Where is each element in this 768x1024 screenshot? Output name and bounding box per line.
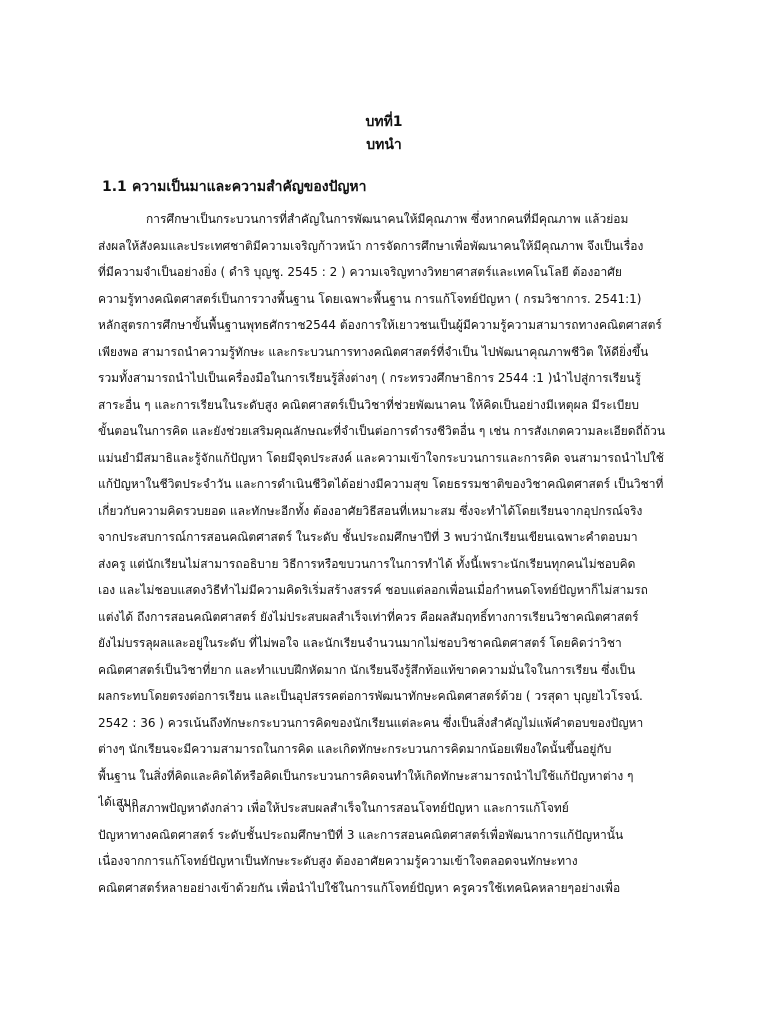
paragraph-line: ความรู้ทางคณิตศาสตร์เป็นการวางพื้นฐาน โดยเฉพาะพื้นฐาน การแก้โจทย์ปัญหา ( กรมวิชาการ. 2541:1) <box>98 291 642 306</box>
section-number: 1.1 <box>102 179 127 195</box>
paragraph-line: เพียงพอ สามารถนำความรู้ทักษะ และกระบวนการทางคณิตศาสตร์ที่จำเป็น ไปพัฒนาคุณภาพชีวิต ให้ดียิ่งขึ้น <box>98 344 649 359</box>
section-title: ความเป็นมาและความสำคัญของปัญหา <box>132 179 367 195</box>
paragraph-line: ขั้นตอนในการคิด และยังช่วยเสริมคุณลักษณะที่จำเป็นต่อการดำรงชีวิตอื่น ๆ เช่น การสังเกตความละเอียดถี่ถ้วน <box>98 424 666 438</box>
paragraph-line: แก้ปัญหาในชีวิตประจำวัน และการดำเนินชีวิตได้อย่างมีความสุข โดยธรรมชาติของวิชาคณิตศาสตร์ เป็นวิชาที่ <box>98 477 664 491</box>
paragraph-line: ที่มีความจำเป็นอย่างยิ่ง ( ดำริ บุญชู. 2545 : 2 ) ความเจริญทางวิทยาศาสตร์และเทคโนโลยี ต้องอาศัย <box>98 265 622 279</box>
paragraph-line: คณิตศาสตร์หลายอย่างเข้าด้วยกัน เพื่อนำไปใช้ในการแก้โจทย์ปัญหา ครูควรใช้เทคนิคหลายๆอย่างเพื่อ <box>98 880 621 895</box>
paragraph-line: เกี่ยวกับความคิดรวบยอด และทักษะอีกทั้ง ต้องอาศัยวิธีสอนที่เหมาะสม ซึ่งจะทำได้โดยเรียนจากอุปกรณ์จริง <box>98 503 643 518</box>
paragraph-line: สาระอื่น ๆ และการเรียนในระดับสูง คณิตศาสตร์เป็นวิชาที่ช่วยพัฒนาคน ให้คิดเป็นอย่างมีเหตุผล มีระเบียบ <box>98 397 639 412</box>
paragraph-line: พื้นฐาน ในสิ่งที่คิดและคิดได้หรือคิดเป็นกระบวนการคิดจนทำให้เกิดทักษะสามารถนำไปใช้แก้ปัญหาต่าง ๆ <box>98 768 634 783</box>
paragraph-line: คณิตศาสตร์เป็นวิชาที่ยาก และทำแบบฝึกหัดมาก นักเรียนจึงรู้สึกท้อแท้ขาดความมั่นใจในการเรียน ซึ่งเป็น <box>98 662 636 677</box>
paragraph-1 <box>98 206 678 816</box>
paragraph-line: ส่งครู แต่นักเรียนไม่สามารถอธิบาย วิธีการหรือขบวนการในการทำได้ ทั้งนี้เพราะนักเรียนทุกคนไม่ชอบคิด <box>98 556 636 571</box>
chapter-title: บทนำ <box>366 137 402 153</box>
paragraph-line: แม่นยำมีสมาธิและรู้จักแก้ปัญหา โดยมีจุดประสงค์ และความเข้าใจกระบวนการและการคิด จนสามารถนำไปใช้ <box>98 450 664 465</box>
paragraph-line: รวมทั้งสามารถนำไปเป็นเครื่องมือในการเรียนรู้สิ่งต่างๆ ( กระทรวงศึกษาธิการ 2544 :1 )นำไปสู่การเรียนรู้ <box>98 371 641 385</box>
paragraph-line: หลักสูตรการศึกษาขั้นพื้นฐานพุทธศักราช2544 ต้องการให้เยาวชนเป็นผู้มีความรู้ความสามารถทางคณิตศาสตร์ <box>98 318 662 332</box>
paragraph-line: เอง และไม่ชอบแสดงวิธีทำไม่มีความคิดริเริ่มสร้างสรรค์ ชอบแต่ลอกเพื่อนเมื่อกำหนดโจทย์ปัญหาก็ไม่สามรถ <box>98 583 648 597</box>
paragraph-line: ผลกระทบโดยตรงต่อการเรียน และเป็นอุปสรรคต่อการพัฒนาทักษะคณิตศาสตร์ด้วย ( วรสุดา บุญยไวโรจน์. <box>98 689 643 703</box>
section-heading <box>102 177 367 197</box>
paragraph-line: ปัญหาทางคณิตศาสตร์ ระดับชั้นประถมศึกษาปีที่ 3 และการสอนคณิตศาสตร์เพื่อพัฒนาการแก้ปัญหานั้น <box>98 827 624 842</box>
paragraph-line: เนื่องจากการแก้โจทย์ปัญหาเป็นทักษะระดับสูง ต้องอาศัยความรู้ความเข้าใจตลอดจนทักษะทาง <box>98 854 578 868</box>
paragraph-line: จากประสบการณ์การสอนคณิตศาสตร์ ในระดับ ชั้นประถมศึกษาปีที่ 3 พบว่านักเรียนเขียนเฉพาะคำตอบมา <box>98 530 638 544</box>
paragraph-line: 2542 : 36 ) ควรเน้นถึงทักษะกระบวนการคิดของนักเรียนแต่ละคน ซึ่งเป็นสิ่งสำคัญไม่แพ้คำตอบของปัญหา <box>98 715 644 730</box>
paragraph-line: จากสภาพปัญหาดังกล่าว เพื่อให้ประสบผลสำเร็จในการสอนโจทย์ปัญหา และการแก้โจทย์ <box>118 801 569 815</box>
paragraph-line: ยังไม่บรรลุผลและอยู่ในระดับ ที่ไม่พอใจ และนักเรียนจำนวนมากไม่ชอบวิชาคณิตศาสตร์ โดยคิดว่าวิชา <box>98 636 622 650</box>
paragraph-line: การศึกษาเป็นกระบวนการที่สำคัญในการพัฒนาคนให้มีคุณภาพ ซึ่งหากคนที่มีคุณภาพ แล้วย่อม <box>146 212 629 226</box>
paragraph-2 <box>98 795 678 901</box>
chapter-number: บทที่1 <box>365 114 403 130</box>
paragraph-line: แต่งได้ ถึงการสอนคณิตศาสตร์ ยังไม่ประสบผลสำเร็จเท่าที่ควร คือผลสัมฤทธิ์ทางการเรียนวิชาคณิตศาสตร์ <box>98 609 639 624</box>
paragraph-line: ได้เสมอ <box>98 795 139 809</box>
paragraph-line: ต่างๆ นักเรียนจะมีความสามารถในการคิด และเกิดทักษะกระบวนการคิดมากน้อยเพียงใดนั้นขึ้นอยู่กับ <box>98 742 612 756</box>
paragraph-line: ส่งผลให้สังคมและประเทศชาติมีความเจริญก้าวหน้า การจัดการศึกษาเพื่อพัฒนาคนให้มีคุณภาพ จึงเป็นเรื่อง <box>98 238 644 253</box>
